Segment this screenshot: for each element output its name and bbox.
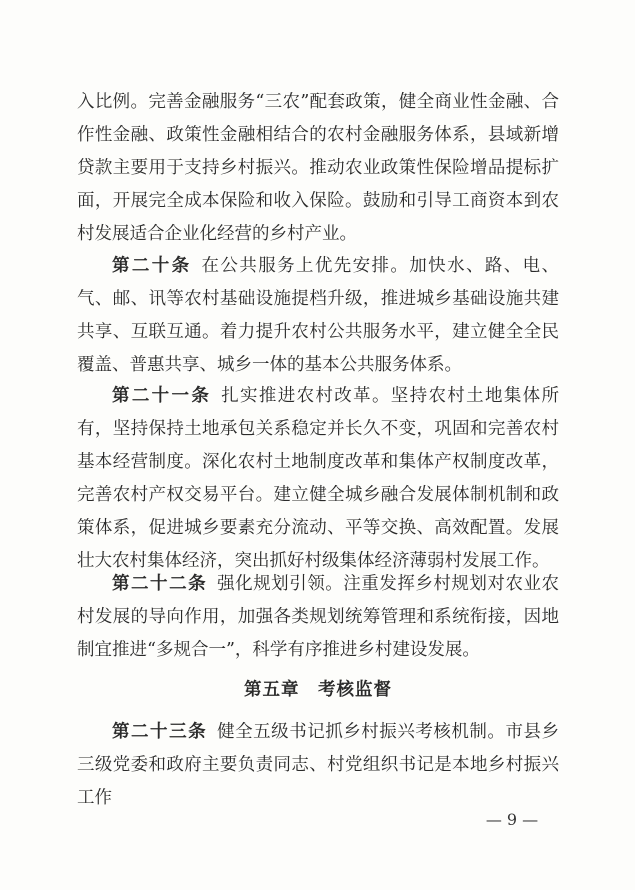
paragraph-text: 健全五级书记抓乡村振兴考核机制。市县乡三级党委和政府主要负责同志、村党组织书记是本地乡村振兴工作 <box>77 722 559 808</box>
article-23 <box>77 716 559 815</box>
paragraph-text: 强化规划引领。注重发挥乡村规划对农业农村发展的导向作用，加强各类规划统筹管理和系统衔接，因地制宜推进“多规合一”，科学有序推进乡村建设发展。 <box>77 574 559 660</box>
article-number: 第二十条 <box>112 256 192 276</box>
paragraph-continuation <box>77 86 559 251</box>
paragraph-text: 扎实推进农村改革。坚持农村土地集体所有，坚持保持土地承包关系稳定并长久不变，巩固和完善农村基本经营制度。深化农村土地制度改革和集体产权制度改革，完善农村产权交易平台。建立健全城乡融合发展体制机制和政策体系，促进城乡要素充分流动、平等交换、高效配置。发展壮大农村集体经济，突出抓好村级集体经济薄弱村发展工作。 <box>77 386 560 571</box>
article-number: 第二十三条 <box>112 722 208 742</box>
paragraph-text: 在公共服务上优先安排。加快水、路、电、气、邮、讯等农村基础设施提档升级，推进城乡基础设施共建共享、互联互通。着力提升农村公共服务水平，建立健全全民覆盖、普惠共享、城乡一体的基本公共服务体系。 <box>77 256 559 375</box>
chapter-heading: 第五章 考核监督 <box>244 680 392 700</box>
article-number: 第二十一条 <box>112 386 212 406</box>
article-22 <box>77 568 559 667</box>
article-21 <box>77 380 559 578</box>
article-20 <box>77 250 559 382</box>
page-number: — 9 — <box>485 810 539 829</box>
paragraph-text: 入比例。完善金融服务“三农”配套政策，健全商业性金融、合作性金融、政策性金融相结合的农村金融服务体系，县域新增贷款主要用于支持乡村振兴。推动农业政策性保险增品提标扩面，开展完全成本保险和收入保险。鼓励和引导工商资本到农村发展适合企业化经营的乡村产业。 <box>77 92 559 244</box>
article-number: 第二十二条 <box>112 574 208 594</box>
